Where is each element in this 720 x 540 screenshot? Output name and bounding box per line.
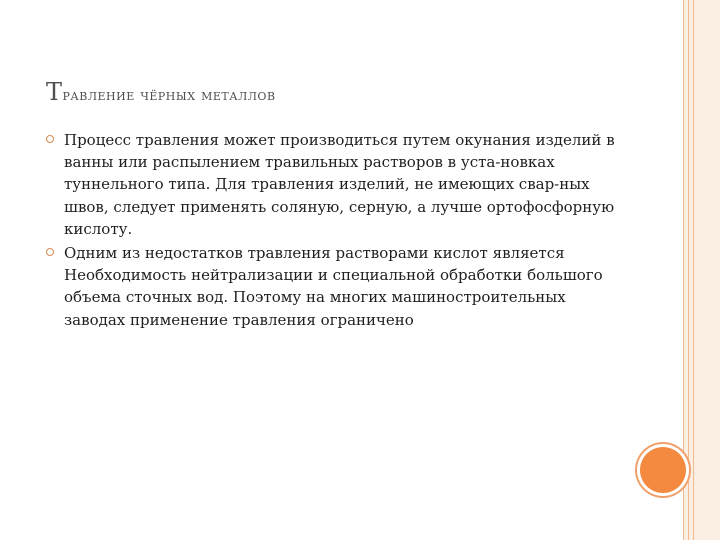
title-rest: равление чёрных металлов <box>62 85 276 104</box>
bullet-list <box>46 129 626 333</box>
bullet-circle-icon <box>46 135 54 143</box>
band-line <box>693 0 694 540</box>
bullet-circle-icon <box>46 248 54 256</box>
bullet-item <box>46 129 626 240</box>
slide-title <box>46 78 276 106</box>
bullet-item <box>46 242 626 331</box>
bullet-text: Одним из недостатков травления растворами кислот является Необходимость нейтрализации и специальной обработки большого объема сточных вод. Поэтому на многих машиностроительных заводах применение травления ограничено <box>64 244 603 329</box>
band-line <box>688 0 689 540</box>
bullet-text: Процесс травления может производиться путем окунания изделий в ванны или распылением травильных растворов в уста-новках туннельного типа. Для травления изделий, не имеющих свар-ных швов, следует применять соляную, серную, а лучше ортофосфорную кислоту. <box>64 131 615 238</box>
orange-circle-decoration <box>640 447 686 493</box>
title-first-letter: Т <box>46 78 63 106</box>
